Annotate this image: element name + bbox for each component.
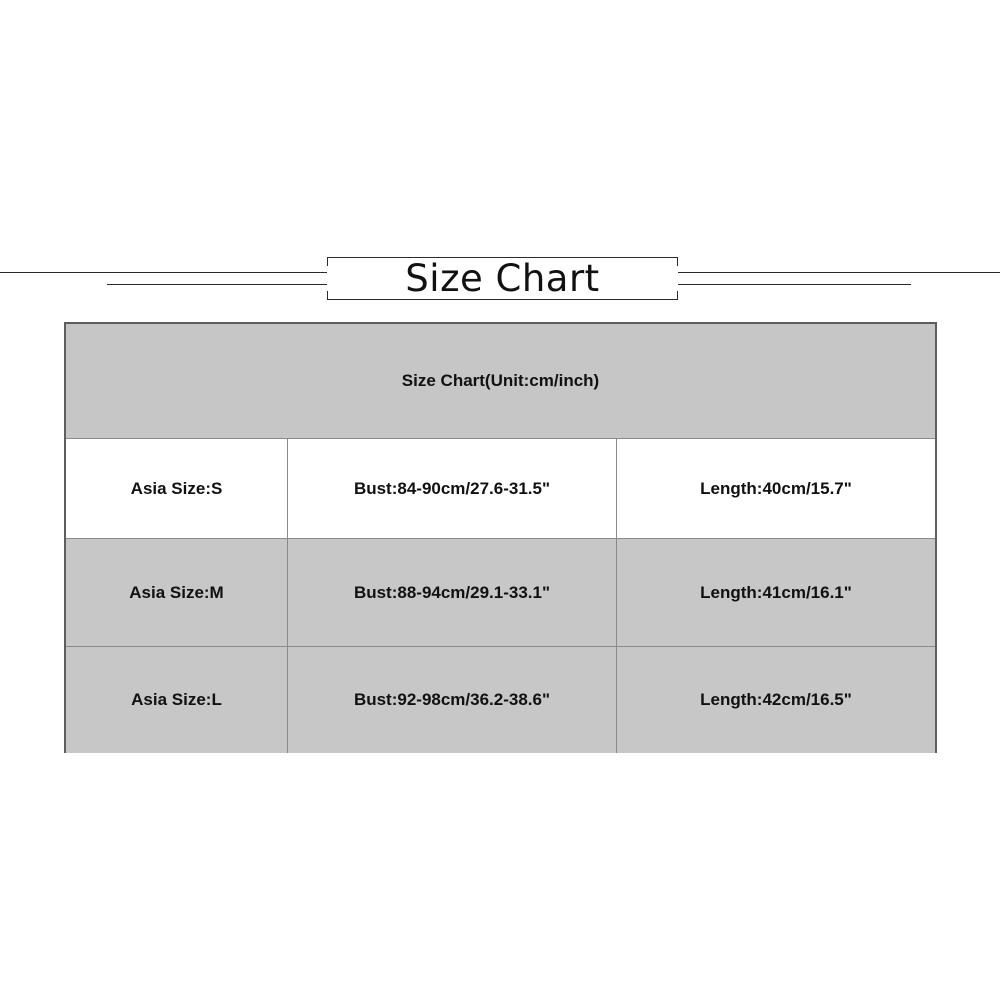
size-chart-table — [64, 322, 937, 753]
length-cell: Length:41cm/16.1" — [700, 582, 852, 602]
table-row — [66, 646, 935, 753]
bust-cell: Bust:92-98cm/36.2-38.6" — [288, 647, 617, 753]
size-cell: Asia Size:S — [66, 439, 288, 538]
decorative-rule-left-inner — [107, 284, 327, 285]
size-cell: Asia Size:M — [66, 539, 288, 646]
title-banner — [327, 257, 678, 300]
bust-cell: Bust:84-90cm/27.6-31.5" — [288, 439, 617, 538]
table-header: Size Chart(Unit:cm/inch) — [66, 324, 935, 438]
decorative-rule-right-outer — [678, 272, 1000, 273]
bust-cell: Bust:88-94cm/29.1-33.1" — [288, 539, 617, 646]
size-cell: Asia Size:L — [66, 647, 288, 753]
table-row — [66, 438, 935, 538]
length-cell: Length:40cm/15.7" — [700, 478, 852, 498]
page-title: Size Chart — [405, 257, 600, 300]
decorative-rule-right-inner — [678, 284, 911, 285]
table-row — [66, 538, 935, 646]
decorative-rule-left-outer — [0, 272, 327, 273]
length-cell: Length:42cm/16.5" — [700, 690, 852, 709]
